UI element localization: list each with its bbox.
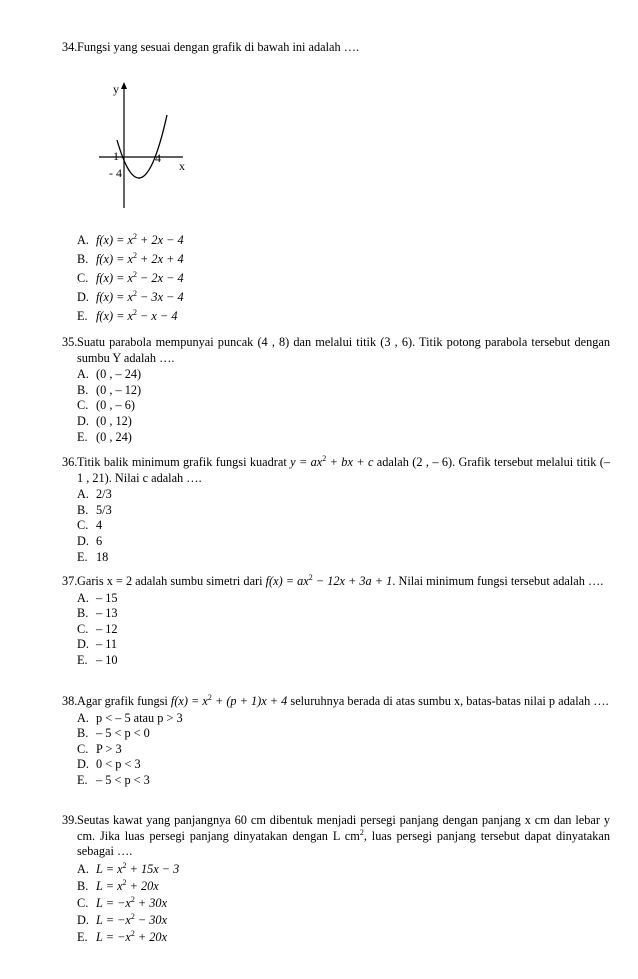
formula-arg: (x) = x [99, 233, 133, 247]
option-text: – 13 [96, 606, 118, 621]
answer-option [62, 518, 610, 534]
formula-lhs: f [96, 290, 100, 304]
answer-option [62, 250, 610, 269]
option-text: (0 , – 6) [96, 398, 135, 413]
answer-option [62, 398, 610, 414]
y-intercept-label: - 4 [109, 166, 122, 180]
option-text: 6 [96, 533, 103, 548]
option-label: C. [77, 518, 89, 533]
question-text: Titik balik minimum grafik fungsi kuadrat $y = ax^2$ + bx + c adalah (2 , – 6). Grafik tersebut melalui titik (– 1 , 21). Nilai c adalah …. [77, 454, 611, 485]
option-label: E. [77, 652, 88, 667]
option-text: 2/3 [96, 487, 112, 502]
formula-exponent: 2 [132, 232, 137, 241]
option-text: p < – 5 atau p > 3 [96, 710, 183, 725]
option-label: E. [77, 929, 88, 944]
question-36 [62, 455, 610, 565]
option-label: C. [77, 895, 89, 910]
option-label: D. [77, 413, 89, 428]
options-34 [62, 230, 610, 326]
option-text: P > 3 [96, 741, 122, 756]
option-label: A. [77, 487, 89, 502]
answer-option [62, 550, 610, 566]
y-axis-arrow [121, 82, 127, 89]
answer-option [62, 773, 610, 789]
option-label: B. [77, 726, 89, 741]
answer-option [62, 231, 610, 250]
question-37 [62, 574, 610, 669]
answer-option [62, 487, 610, 503]
option-label: A. [77, 367, 89, 382]
root-right-label: 4 [155, 151, 161, 165]
root-left-label: - 1 [106, 149, 119, 163]
option-label: C. [77, 398, 89, 413]
answer-option [62, 861, 610, 878]
formula-exponent: 2 [130, 911, 135, 921]
option-text: (0 , – 12) [96, 382, 142, 397]
answer-option [62, 307, 610, 326]
option-text: – 10 [96, 652, 118, 667]
answer-option [62, 591, 610, 607]
formula: $f(x) = x^2 + (p + 1)x + 4$ [170, 693, 288, 708]
option-formula [96, 895, 167, 912]
option-text: – 5 < p < 0 [96, 726, 150, 741]
option-text: (0 , 12) [96, 413, 132, 428]
answer-option [62, 912, 610, 929]
answer-option [62, 757, 610, 773]
answer-option [62, 878, 610, 895]
formula-lhs: f [96, 271, 100, 285]
answer-option [62, 929, 610, 946]
answer-option [62, 269, 610, 288]
formula-rest: + 15x − 3 [126, 861, 180, 876]
question-38 [62, 694, 610, 789]
option-label: B. [77, 878, 89, 893]
option-label: C. [77, 621, 89, 636]
answer-option [62, 367, 610, 383]
option-label: D. [77, 912, 89, 927]
option-label: A. [77, 233, 89, 247]
question-number: 36. [62, 455, 78, 469]
formula-rest: + 20x [134, 929, 168, 944]
formula-exponent: 2 [132, 270, 137, 279]
formula-exponent: 2 [132, 289, 137, 298]
option-label: A. [77, 861, 89, 876]
y-axis-label: y [113, 82, 119, 96]
question-number: 37. [62, 574, 78, 588]
question-number: 35. [62, 335, 78, 349]
formula-exponent: 2 [132, 308, 137, 317]
option-text: – 11 [96, 637, 118, 652]
option-formula [96, 288, 184, 307]
option-label: C. [77, 741, 89, 756]
question-text: Suatu parabola mempunyai puncak (4 , 8) dan melalui titik (3 , 6). Titik potong parabola tersebut dengan sumbu Y adalah …. [77, 335, 610, 365]
option-text: – 12 [96, 621, 118, 636]
option-formula [96, 861, 179, 878]
formula-lhs: f [96, 233, 100, 247]
answer-option [62, 622, 610, 638]
option-label: B. [77, 606, 89, 621]
answer-option [62, 637, 610, 653]
option-text: 4 [96, 518, 103, 533]
answer-option [62, 288, 610, 307]
parabola-graph [95, 80, 205, 210]
option-label: E. [77, 309, 88, 323]
formula-exponent: 2 [132, 251, 137, 260]
answer-option [62, 503, 610, 519]
formula-exponent: 2 [130, 928, 135, 938]
option-formula [96, 307, 177, 326]
formula-arg: (x) = x [99, 309, 133, 323]
formula-lhs: L = −x [96, 912, 131, 927]
answer-option [62, 606, 610, 622]
formula-lhs: f [96, 252, 100, 266]
question-39 [62, 813, 610, 946]
option-formula [96, 269, 184, 288]
question-35 [62, 335, 610, 445]
option-text: (0 , 24) [96, 429, 132, 444]
answer-option [62, 383, 610, 399]
answer-option [62, 711, 610, 727]
option-formula [96, 231, 184, 250]
formula-rest: + 2x − 4 [136, 233, 184, 247]
option-label: B. [77, 502, 89, 517]
formula: $f(x) = ax^2 - 12x + 3a + 1$ [265, 573, 393, 588]
option-label: D. [77, 637, 89, 652]
question-34 [62, 40, 610, 56]
formula: $y = ax^2$ + bx + c [290, 454, 374, 469]
option-text: – 5 < p < 3 [96, 772, 150, 787]
option-formula [96, 912, 167, 929]
answer-option [62, 726, 610, 742]
formula-arg: (x) = x [99, 252, 133, 266]
question-number: 39. [62, 813, 78, 827]
answer-option [62, 534, 610, 550]
option-label: A. [77, 710, 89, 725]
formula-lhs: L = −x [96, 929, 131, 944]
question-number: 34. [62, 40, 78, 54]
formula-rest: + 2x + 4 [136, 252, 184, 266]
question-text: Seutas kawat yang panjangnya 60 cm dibentuk menjadi persegi panjang dengan panjang x cm dan lebar y cm. Jika luas persegi panjang dinyatakan dengan L $cm^2$, luas persegi panjang tersebut dapat dinyatakan sebagai …. [77, 813, 610, 859]
formula-rest: − 3x − 4 [136, 290, 184, 304]
formula-rest: − 30x [134, 912, 168, 927]
option-formula [96, 878, 159, 895]
question-number: 38. [62, 694, 78, 708]
answer-option [62, 414, 610, 430]
option-label: E. [77, 549, 88, 564]
formula-lhs: L = x [96, 878, 123, 893]
formula-rest: + 30x [134, 895, 168, 910]
option-text: 5/3 [96, 502, 112, 517]
option-label: B. [77, 252, 89, 266]
option-label: D. [77, 533, 89, 548]
option-text: 18 [96, 549, 109, 564]
option-formula [96, 929, 167, 946]
option-label: E. [77, 429, 88, 444]
option-text: – 15 [96, 590, 118, 605]
formula-exponent: 2 [122, 877, 127, 887]
question-text: Agar grafik fungsi $f(x) = x^2 + (p + 1)x + 4$ seluruhnya berada di atas sumbu x, batas-batas nilai p adalah …. [77, 693, 609, 708]
x-axis-label: x [179, 159, 185, 173]
option-label: D. [77, 757, 89, 772]
answer-option [62, 430, 610, 446]
formula-lhs: L = x [96, 861, 123, 876]
formula-arg: (x) = x [99, 290, 133, 304]
option-label: E. [77, 772, 88, 787]
option-label: B. [77, 382, 89, 397]
option-text: 0 < p < 3 [96, 757, 141, 772]
formula-rest: + 20x [126, 878, 159, 893]
answer-option [62, 895, 610, 912]
option-label: A. [77, 590, 89, 605]
answer-option [62, 653, 610, 669]
option-text: (0 , – 24) [96, 367, 142, 382]
option-formula [96, 250, 184, 269]
formula-exponent: 2 [122, 860, 127, 870]
question-text: Garis x = 2 adalah sumbu simetri dari $f(x) = ax^2 - 12x + 3a + 1$. Nilai minimum fungsi tersebut adalah …. [77, 573, 604, 588]
formula-rest: − x − 4 [136, 309, 178, 323]
formula-lhs: L = −x [96, 895, 131, 910]
question-text: Fungsi yang sesuai dengan grafik di bawah ini adalah …. [77, 40, 360, 54]
option-label: C. [77, 271, 89, 285]
option-label: D. [77, 290, 89, 304]
formula-arg: (x) = x [99, 271, 133, 285]
formula-lhs: f [96, 309, 100, 323]
answer-option [62, 742, 610, 758]
formula-rest: − 2x − 4 [136, 271, 184, 285]
formula-exponent: 2 [130, 894, 135, 904]
